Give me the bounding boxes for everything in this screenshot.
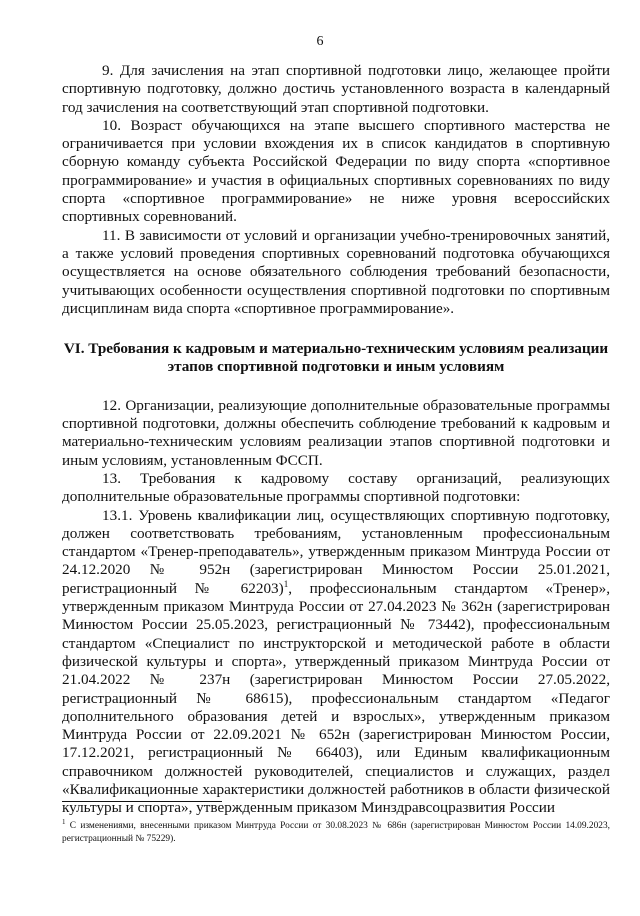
paragraph-13-1: [62, 507, 610, 818]
paragraph-9: 9. Для зачисления на этап спортивной подготовки лицо, желающее пройти спортивную подготовку, должно достичь установленного возраста в календарный год зачисления на соответствующий этап спортивной подготовки.: [62, 62, 610, 116]
paragraph-13-1-text-part2: , профессиональным стандартом «Тренер», утвержденным приказом Минтруда России от 27.04.2023 № 362н (зарегистрирован Минюстом России 25.05.2023, регистрационный № 73442), профессиональным стандартом «Специалист по инструкторской и методической работе в области физической культуры и спорта», утвержденный приказом Минтруда России от 21.04.2022 № 237н (зарегистрирован Минюстом России 27.05.2022, регистрационный № 68615), профессиональным стандартом «Педагог дополнительного образования детей и взрослых», утвержденным приказом Минтруда России от 22.09.2021 № 652н (зарегистрирован Минюстом России, 17.12.2021, регистрационный № 66403), или Единым квалификационным справочником должностей руководителей, специалистов и служащих, раздел «Квалификационные характеристики должностей работников в области физической культуры и спорта», утвержденным приказом Минздравсоцразвития России: [62, 579, 610, 817]
paragraph-10: 10. Возраст обучающихся на этапе высшего спортивного мастерства не ограничивается при условии вхождения их в список кандидатов в спортивную сборную команду субъекта Российской Федерации по виду спорта «спортивное программирование» и участия в официальных спортивных соревнованиях по виду спорта «спортивное программирование» не ниже уровня всероссийских спортивных соревнований.: [62, 116, 610, 226]
footnote-separator: [62, 801, 222, 802]
footnote-text: С изменениями, внесенными приказом Минтруда России от 30.08.2023 № 686н (зарегистрирован Минюстом России 14.09.2023, регистрационный № 75229).: [62, 821, 610, 844]
paragraph-11: 11. В зависимости от условий и организации учебно-тренировочных занятий, а также условий проведения спортивных соревнований подготовка обучающихся осуществляется на основе обязательного соблюдения требований безопасности, учитывающих особенности осуществления спортивной подготовки по спортивным дисциплинам вида спорта «спортивное программирование».: [62, 226, 610, 317]
paragraph-13-1-text-part1: 13.1. Уровень квалификации лиц, осуществляющих спортивную подготовку, должен соответствовать требованиям, установленным профессиональным стандартом «Тренер-преподаватель», утвержденным приказом Минтруда России от 24.12.2020 № 952н (зарегистрирован Минюстом России 25.01.2021, регистрационный № 62203): [62, 506, 610, 597]
footnote: [62, 817, 610, 845]
footnote-marker: 1: [62, 817, 66, 826]
page-number: 6: [316, 34, 324, 49]
footnote-reference[interactable]: 1: [283, 578, 289, 589]
document-body: [62, 62, 610, 818]
paragraph-12: 12. Организации, реализующие дополнительные образовательные программы спортивной подготовки, должны обеспечить соблюдение требований к кадровым и материально-техническим условиям реализации этапов спортивной подготовки и иным условиям, установленным ФССП.: [62, 396, 610, 469]
section-heading: VI. Требования к кадровым и материально-техническим условиям реализации этапов спортивной подготовки и иным условиям: [63, 340, 609, 376]
paragraph-13: 13. Требования к кадровому составу организаций, реализующих дополнительные образовательные программы спортивной подготовки:: [62, 469, 610, 506]
